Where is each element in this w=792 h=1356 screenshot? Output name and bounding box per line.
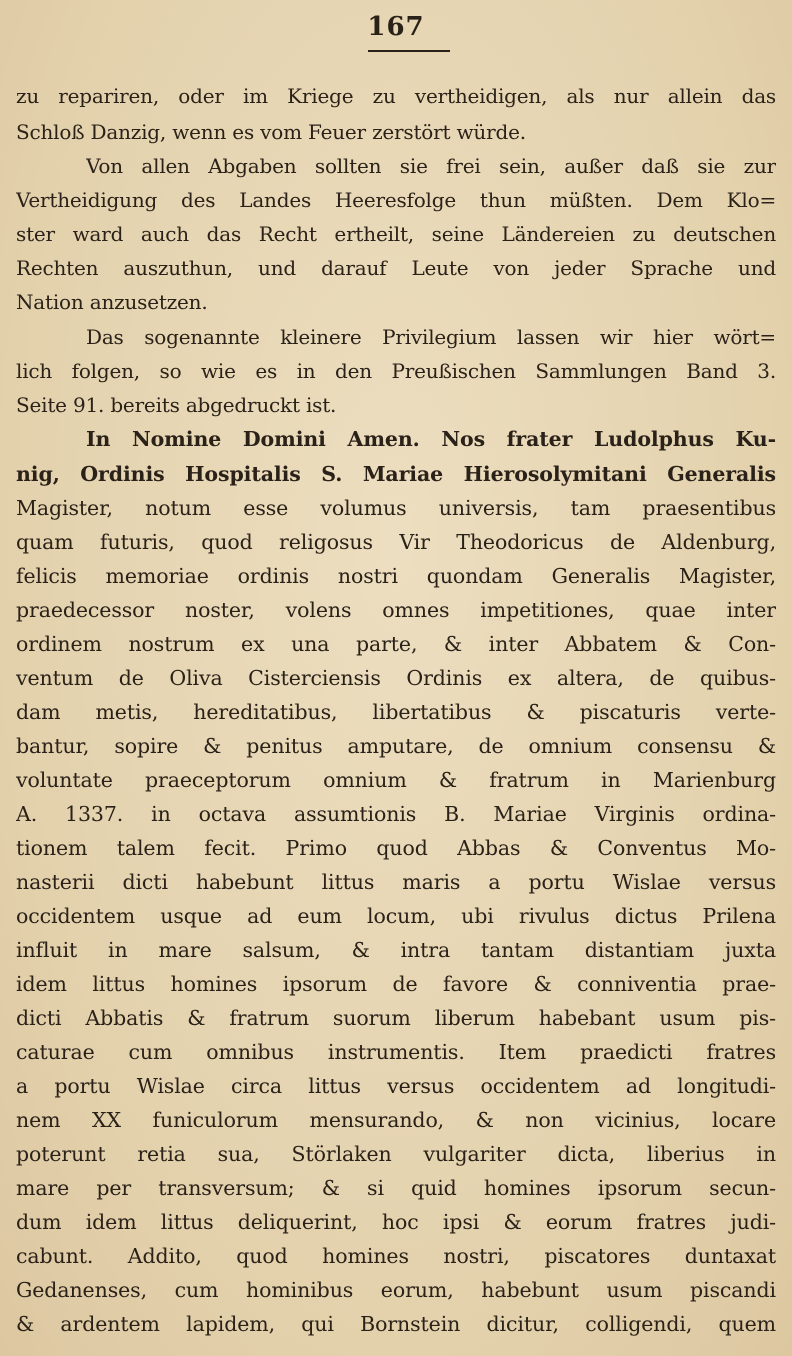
text-line: Von allen Abgaben sollten sie frei sein, außer daß sie zur — [86, 154, 776, 178]
text-line: Gedanenses, cum hominibus eorum, habebunt usum piscandi — [16, 1278, 776, 1302]
text-line: dicti Abbatis & fratrum suorum liberum habebant usum pis- — [16, 1006, 776, 1030]
text-line: poterunt retia sua, Störlaken vulgariter dicta, liberius in — [16, 1142, 776, 1166]
text-line: cabunt. Addito, quod homines nostri, piscatores duntaxat — [16, 1244, 776, 1268]
text-line: lich folgen, so wie es in den Preußischen Sammlungen Band 3. — [16, 359, 776, 383]
text-line: zu repariren, oder im Kriege zu vertheidigen, als nur allein das — [16, 84, 776, 108]
text-line: occidentem usque ad eum locum, ubi rivulus dictus Prilena — [16, 904, 776, 928]
page-number: 167 — [367, 12, 425, 42]
text-line: mare per transversum; & si quid homines ipsorum secun- — [16, 1176, 776, 1200]
text-line: Seite 91. bereits abgedruckt ist. — [16, 393, 337, 417]
text-line: ster ward auch das Recht ertheilt, seine Ländereien zu deutschen — [16, 222, 776, 246]
text-line: Schloß Danzig, wenn es vom Feuer zerstört würde. — [16, 120, 526, 144]
text-line: praedecessor noster, volens omnes impetitiones, quae inter — [16, 598, 776, 622]
text-line: nasterii dicti habebunt littus maris a portu Wislae versus — [16, 870, 776, 894]
text-line: Rechten auszuthun, und darauf Leute von jeder Sprache und — [16, 256, 776, 280]
text-line: felicis memoriae ordinis nostri quondam Generalis Magister, — [16, 564, 776, 588]
text-line: & ardentem lapidem, qui Bornstein dicitur, colligendi, quem — [16, 1312, 776, 1336]
text-line: bantur, sopire & penitus amputare, de omnium consensu & — [16, 734, 776, 758]
text-line: ventum de Oliva Cisterciensis Ordinis ex altera, de quibus- — [16, 666, 776, 690]
text-line: nem XX funiculorum mensurando, & non vicinius, locare — [16, 1108, 776, 1132]
text-line: A. 1337. in octava assumtionis B. Mariae Virginis ordina- — [16, 802, 776, 826]
text-line: Nation anzusetzen. — [16, 290, 208, 314]
text-line: Magister, notum esse volumus universis, tam praesentibus — [16, 496, 776, 520]
text-line: dum idem littus deliquerint, hoc ipsi & eorum fratres judi- — [16, 1210, 776, 1234]
text-line: influit in mare salsum, & intra tantam distantiam juxta — [16, 938, 776, 962]
text-line: dam metis, hereditatibus, libertatibus & piscaturis verte- — [16, 700, 776, 724]
text-line: Vertheidigung des Landes Heeresfolge thun müßten. Dem Klo= — [16, 188, 776, 212]
text-line: ordinem nostrum ex una parte, & inter Abbatem & Con- — [16, 632, 776, 656]
text-line: caturae cum omnibus instrumentis. Item praedicti fratres — [16, 1040, 776, 1064]
text-line: idem littus homines ipsorum de favore & conniventia prae- — [16, 972, 776, 996]
text-line: a portu Wislae circa littus versus occidentem ad longitudi- — [16, 1074, 776, 1098]
text-line: nig, Ordinis Hospitalis S. Mariae Hierosolymitani Generalis — [16, 462, 776, 486]
text-line: In Nomine Domini Amen. Nos frater Ludolphus Ku- — [86, 427, 776, 451]
text-line: tionem talem fecit. Primo quod Abbas & Conventus Mo- — [16, 836, 776, 860]
text-line: voluntate praeceptorum omnium & fratrum in Marienburg — [16, 768, 776, 792]
header-rule — [368, 50, 450, 52]
text-line: Das sogenannte kleinere Privilegium lassen wir hier wört= — [86, 325, 776, 349]
text-line: quam futuris, quod religosus Vir Theodoricus de Aldenburg, — [16, 530, 776, 554]
